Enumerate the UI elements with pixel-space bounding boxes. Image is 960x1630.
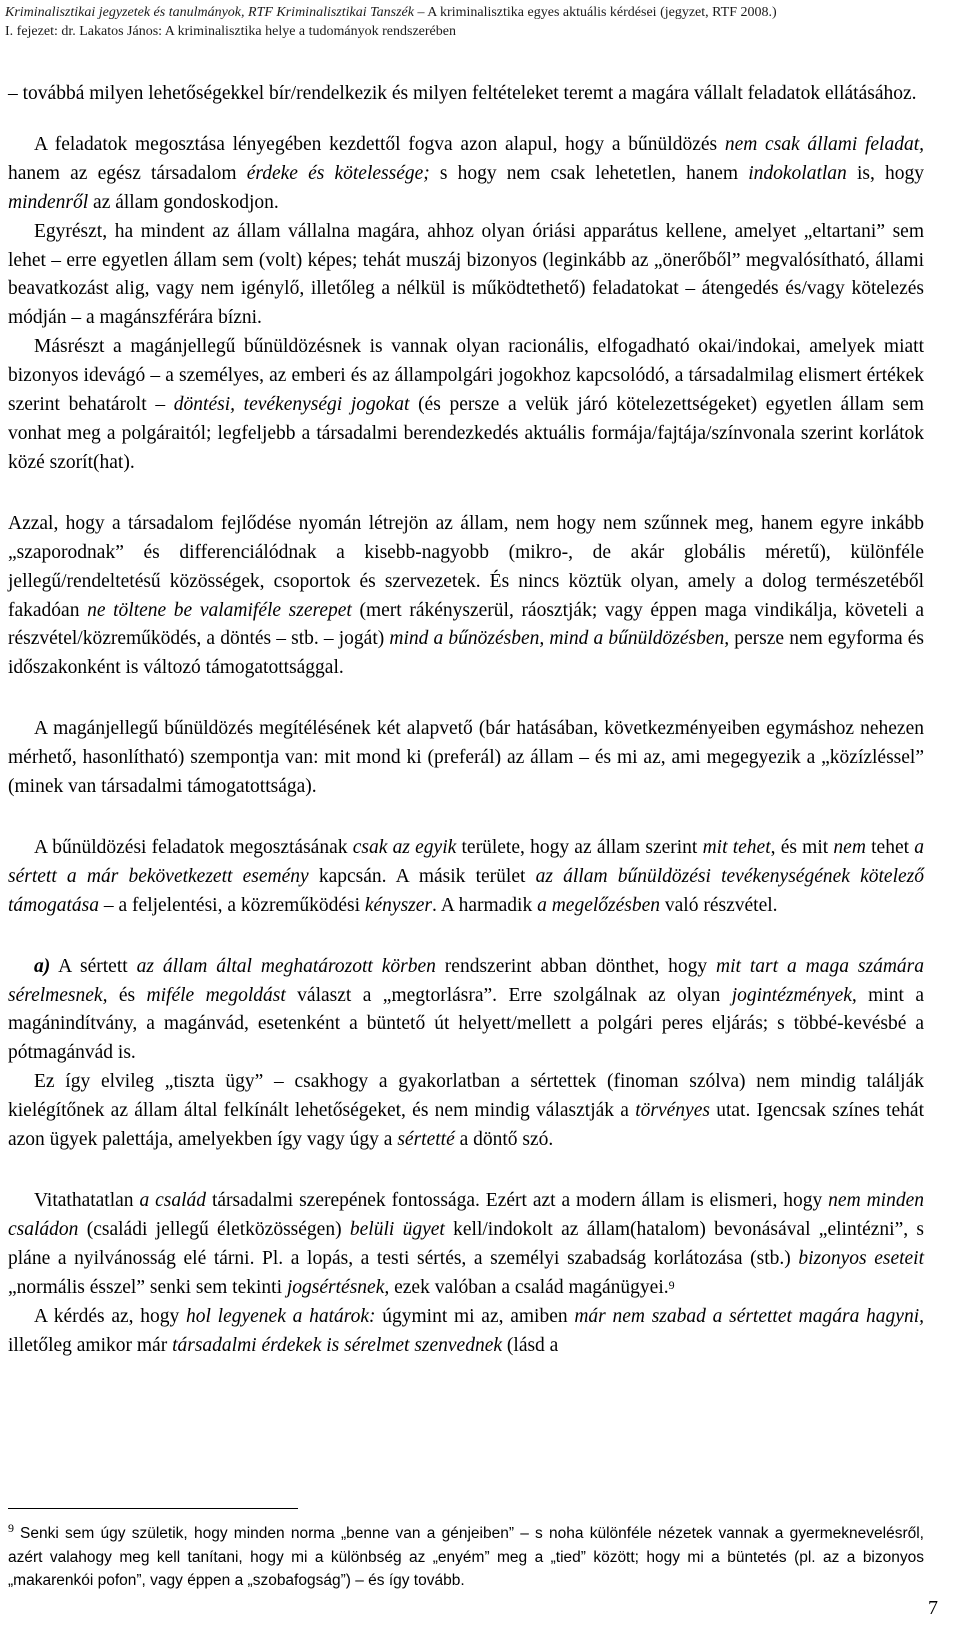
paragraph-6: A magánjellegű bűnüldözés megítélésének két alapvető (bár hatásában, következményeiben egymáshoz nehezen mérhető, hasonlítható) szempontja van: mit mond ki (preferál) az állam – és mi az, ami megegyezik a „közízléssel” (minek van társadalmi támogatottsága). <box>8 718 924 798</box>
header-line-1: Kriminalisztikai jegyzetek és tanulmányok, RTF Kriminalisztikai Tanszék – A kriminalisztika egyes aktuális kérdései (jegyzet, RTF 2008.) <box>5 5 777 20</box>
paragraph-7: A bűnüldözési feladatok megosztásának csak az egyik területe, hogy az állam szerint mit tehet, és mit nem tehet a sértett a már bekövetkezett esemény kapcsán. A másik terület az állam bűnüldözési tevékenységének kötelező támogatása – a feljelentési, a közreműködési kényszer. A harmadik a megelőzésben való részvétel. <box>8 836 925 916</box>
paragraph-10 <box>8 1187 924 1303</box>
paragraph-4: Másrészt a magánjellegű bűnüldözésnek is vannak olyan racionális, elfogadható okai/indokai, amelyek miatt bizonyos idevágó – a személyes, az emberi és az állampolgári jogokhoz kapcsolódó, a társadalmilag elismert értékek szerint behatárolt – döntési, tevékenységi jogokat (és persze a velük járó kötelezettségeket) egyetlen állam sem vonhat meg a polgáraitól; legfeljebb a társadalmi berendezkedés aktuális formája/fajtája/színvonala szerint korlátok közé szorít(hat). <box>8 336 924 473</box>
paragraph-5: Azzal, hogy a társadalom fejlődése nyomán létrejön az állam, nem hogy nem szűnnek meg, hanem egyre inkább „szaporodnak” és differenciálódnak a kisebb-nagyobb (mikro-, de akár globális méretű), különféle jellegű/rendeltetésű közösségek, csoportok és szervezetek. És nincs köztük olyan, amely a dolog természetéből fakadóan ne töltene be valamiféle szerepet (mert rákényszerül, ráosztják; vagy éppen maga vindikálja, követeli a részvétel/közreműködés, a döntés – stb. – jogát) mind a bűnözésben, mind a bűnüldözésben, persze nem egyforma és időszakonként is változó támogatottsággal. <box>8 512 924 679</box>
footnote-reference[interactable]: 9 <box>668 1277 675 1292</box>
footnote-number: 9 <box>8 1521 14 1535</box>
paragraph-8: a) A sértett az állam által meghatározott körben rendszerint abban dönthet, hogy mit tart a maga számára sérelmesnek, és miféle megoldást választ a „megtorlásra”. Erre szolgálnak az olyan jogintézmények, mint a magánindítvány, a magánvád, esetenként a büntető út helyett/mellett a polgári peres eljárás; s többé-kevésbé a pótmagánvád is. <box>8 955 925 1064</box>
running-header <box>5 3 955 41</box>
paragraph-9: Ez így elvileg „tiszta ügy” – csakhogy a gyakorlatban a sértettek (finoman szólva) nem mindig találják kielégítőnek az állam által felkínált lehetőségeket, és nem mindig választják a törvényes utat. Igencsak színes tehát azon ügyek palettája, amelyekben így vagy úgy a sértetté a döntő szó. <box>8 1071 924 1151</box>
paragraph-2: A feladatok megosztása lényegében kezdettől fogva azon alapul, hogy a bűnüldözés nem csak állami feladat, hanem az egész társadalom érdeke és kötelessége; s hogy nem csak lehetetlen, hanem indokolatlan is, hogy mindenről az állam gondoskodjon. <box>8 133 924 213</box>
paragraph-11: A kérdés az, hogy hol legyenek a határok: úgymint mi az, amiben már nem szabad a sértettet magára hagyni, illetőleg amikor már társadalmi érdekek is sérelmet szenvednek (lásd a <box>8 1305 924 1356</box>
paragraph-3: Egyrészt, ha mindent az állam vállalna magára, ahhoz olyan óriási apparátus kellene, amelyet „eltartani” sem lehet – erre egyetlen állam sem (volt) képes; tehát muszáj bizonyos (leginkább az „önerőből” megvalósítható, állami beavatkozást alig, vagy nem igénylő, illetőleg a nélkül is működtethető) feladatokat – átengedés és/vagy kötelezés módján – a magánszférára bízni. <box>8 220 924 329</box>
footnote-separator <box>8 1508 298 1509</box>
header-line-2: I. fejezet: dr. Lakatos János: A kriminalisztika helye a tudományok rendszerében <box>5 24 456 39</box>
page-number: 7 <box>928 1597 938 1619</box>
body-text <box>8 80 924 1360</box>
paragraph-10-text: Vitathatatlan a család társadalmi szerepének fontossága. Ezért azt a modern állam is elismeri, hogy nem minden családon (családi jellegű életközösségen) belüli ügyet kell/indokolt az állam(hatalom) bevonásával „elintézni”, s pláne a nyilvánosság elé tárni. Pl. a lopás, a testi sértés, a személyi szabadság korlátozása (stb.) bizonyos eseteit „normális ésszel” senki sem tekinti jogsértésnek, ezek valóban a család magánügyei. <box>8 1190 925 1298</box>
footnote-text: Senki sem úgy születik, hogy minden norma „benne van a génjeiben” – s noha különféle nézetek vannak a gyermeknevelésről, azért valahogy meg kell tanítani, hogy mi a különbség az „enyém” meg a „tied” között; hogy mi a büntetés (pl. az a bizonyos „makarenkói pofon”, vagy éppen a „szobafogság”) – és így tovább. <box>8 1525 924 1589</box>
paragraph-1: – továbbá milyen lehetőségekkel bír/rendelkezik és milyen feltételeket teremt a magára vállalt feladatok ellátásához. <box>8 83 917 104</box>
footnote <box>8 1522 924 1592</box>
